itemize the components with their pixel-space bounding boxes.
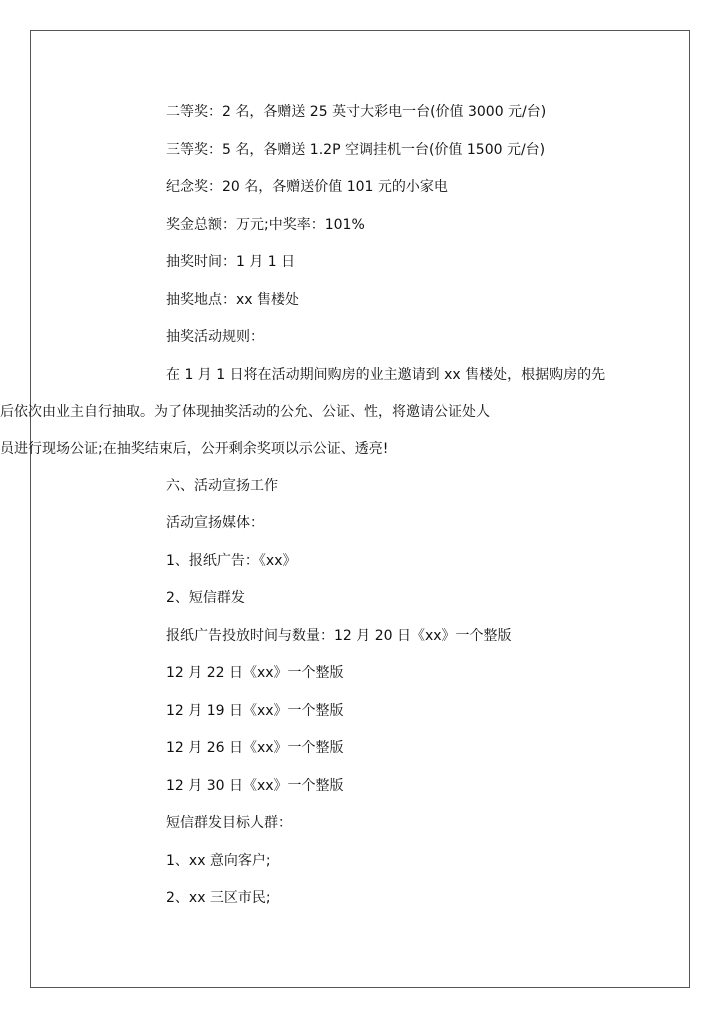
newspaper-schedule-line: 12 月 22 日《xx》一个整版 [166, 665, 344, 681]
media-heading: 活动宣扬媒体： [166, 515, 264, 531]
prize-third-line: 三等奖：5 名，各赠送 1.2P 空调挂机一台(价值 1500 元/台) [166, 141, 546, 158]
prize-souvenir-line: 纪念奖：20 名，各赠送价值 101 元的小家电 [166, 179, 448, 195]
rules-paragraph-line: 后依次由业主自行抽取。为了体现抽奖活动的公允、公证、性，将邀请公证处人 [0, 403, 490, 420]
document-body [0, 94, 616, 918]
sms-target-heading: 短信群发目标人群： [166, 815, 292, 831]
draw-time-line: 抽奖时间：1 月 1 日 [166, 254, 296, 270]
sms-target-item: 1、xx 意向客户; [166, 852, 271, 869]
prize-second-line: 二等奖：2 名，各赠送 25 英寸大彩电一台(价值 3000 元/台) [166, 104, 547, 120]
newspaper-schedule-line: 12 月 26 日《xx》一个整版 [166, 740, 344, 756]
newspaper-schedule-line: 12 月 30 日《xx》一个整版 [166, 777, 344, 794]
section-six-heading: 六、活动宣扬工作 [166, 477, 278, 494]
media-item-sms: 2、短信群发 [166, 590, 245, 606]
draw-rules-paragraph [0, 357, 616, 468]
draw-rules-heading: 抽奖活动规则： [166, 329, 264, 345]
newspaper-schedule-line: 12 月 19 日《xx》一个整版 [166, 702, 344, 719]
rules-paragraph-line: 在 1 月 1 日将在活动期间购房的业主邀请到 xx 售楼处，根据购房的先 [166, 366, 606, 383]
sms-target-item: 2、xx 三区市民; [166, 890, 271, 906]
media-item-newspaper: 1、报纸广告：《xx》 [166, 552, 297, 569]
draw-location-line: 抽奖地点：xx 售楼处 [166, 291, 300, 308]
rules-paragraph-line: 员进行现场公证;在抽奖结束后，公开剩余奖项以示公证、透亮! [0, 440, 389, 457]
prize-total-line: 奖金总额：万元;中奖率：101% [166, 216, 365, 233]
newspaper-schedule-line: 报纸广告投放时间与数量：12 月 20 日《xx》一个整版 [166, 627, 512, 644]
